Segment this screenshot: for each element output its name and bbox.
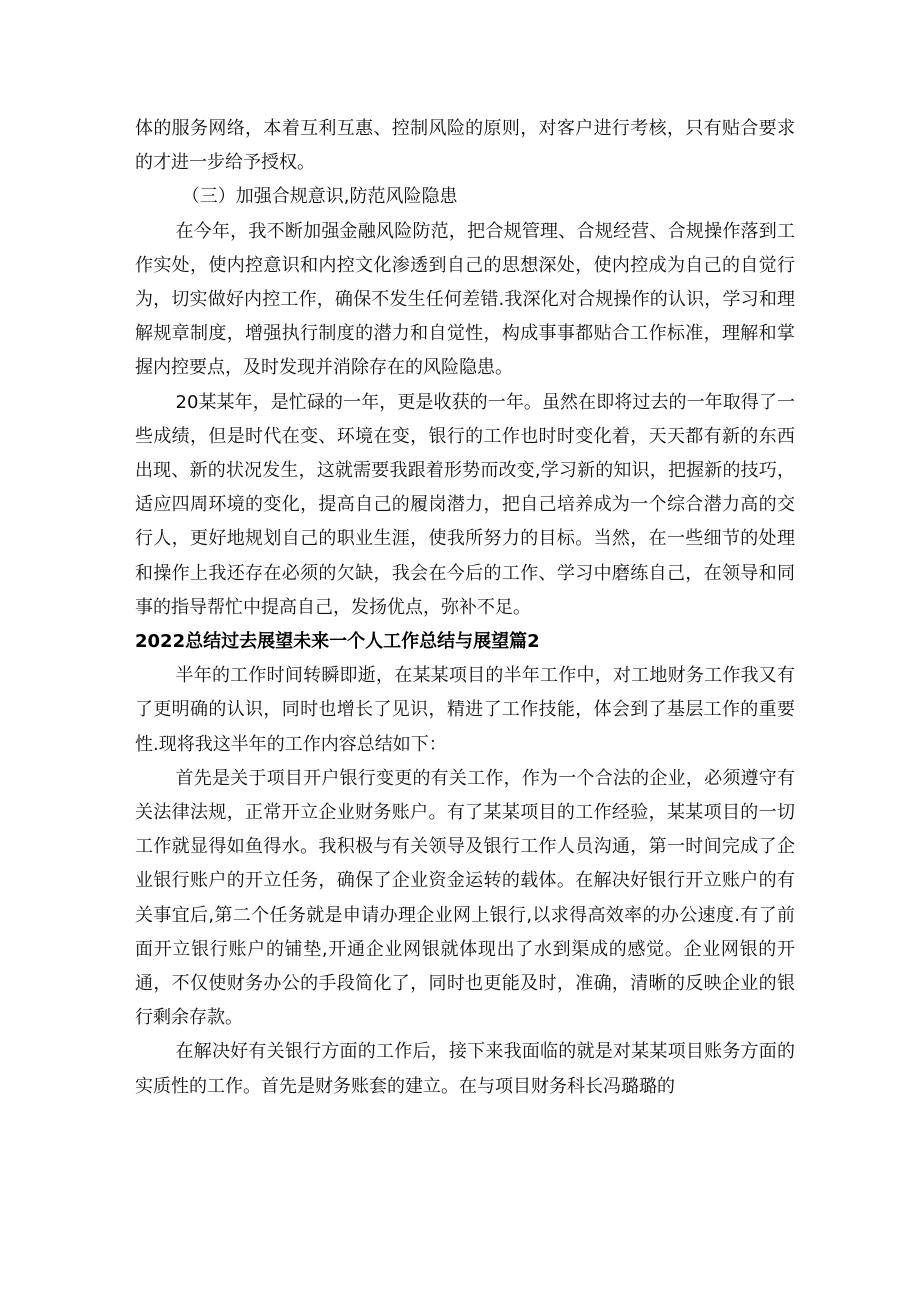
paragraph-half-year-intro: 半年的工作时间转瞬即逝，在某某项目的半年工作中，对工地财务工作我又有了更明确的认识，同时也增长了见识，精进了工作技能，体会到了基层工作的重要性.现将我这半年的工作内容总结如下： [135, 665, 795, 755]
article-heading: 2022总结过去展望未来一个人工作总结与展望篇2 [135, 631, 540, 653]
paragraph-accounting: 在解决好有关银行方面的工作后，接下来我面临的就是对某某项目账务方面的实质性的工作。首先是财务账套的建立。在与项目财务科长冯璐璐的 [135, 1041, 795, 1097]
paragraph-continued: 体的服务网络，本着互利互惠、控制风险的原则，对客户进行考核，只有贴合要求的才进一步给予授权。 [135, 118, 795, 174]
document-body [135, 112, 795, 1104]
paragraph-year-summary: 20某某年，是忙碌的一年，更是收获的一年。虽然在即将过去的一年取得了一些成绩，但是时代在变、环境在变，银行的工作也时时变化着，天天都有新的东西出现、新的状况发生，这就需要我跟着形势而改变,学习新的知识，把握新的技巧，适应四周环境的变化，提高自己的履岗潜力，把自己培养成为一个综合潜力高的交行人，更好地规划自己的职业生涯，使我所努力的目标。当然，在一些细节的处理和操作上我还存在必须的欠缺，我会在今后的工作、学习中磨练自己，在领导和同事的指导帮忙中提高自己，发扬优点，弥补不足。 [135, 391, 795, 618]
section-subheading: （三）加强合规意识,防范风险隐患 [181, 186, 458, 208]
paragraph-bank-account: 首先是关于项目开户银行变更的有关工作，作为一个合法的企业，必须遵守有关法律法规，正常开立企业财务账户。有了某某项目的工作经验，某某项目的一切工作就显得如鱼得水。我积极与有关领导及银行工作人员沟通，第一时间完成了企业银行账户的开立任务，确保了企业资金运转的载体。在解决好银行开立账户的有关事宜后,第二个任务就是申请办理企业网上银行,以求得高效率的办公速度.有了前面开立银行账户的铺垫,开通企业网银就体现出了水到渠成的感觉。企业网银的开通，不仅使财务办公的手段简化了，同时也更能及时，准确，清晰的反映企业的银行剩余存款。 [135, 767, 795, 1029]
paragraph-compliance: 在今年，我不断加强金融风险防范，把合规管理、合规经营、合规操作落到工作实处，使内控意识和内控文化渗透到自己的思想深处，使内控成为自己的自觉行为，切实做好内控工作，确保不发生任何差错.我深化对合规操作的认识，学习和理解规章制度，增强执行制度的潜力和自觉性，构成事事都贴合工作标准，理解和掌握内控要点，及时发现并消除存在的风险隐患。 [135, 220, 795, 379]
